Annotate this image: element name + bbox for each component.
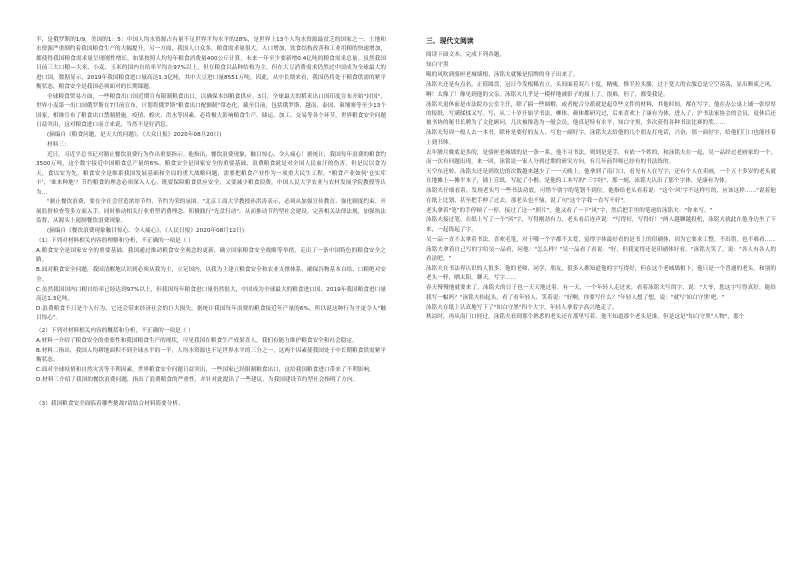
left-column-paragraph: B.面对粮食安全问题，我国清醒地认识到必须从我为主，立足国内，以我为主建立粮食安全和农业支撑体系，确保谷物基本自给、口粮绝对安全。 (36, 267, 386, 283)
right-column-paragraph: 泳铭夫接过笔，在纸上写了一个"风"字，写得刚劲有力，老头看后连声说："写得好，写得好！"两人越聊越投机，泳铭夫就此在他身边坐了下来，一起练起了字。 (426, 217, 776, 233)
left-column-paragraph: C.虽然我国国内口粮自给率已经达到97%以上，但我国每年粮食进口量仍然很大，中国成为全球最大的粮食进口国，2019年我国粮食进口量高达1.3亿吨。 (36, 286, 386, 302)
left-column-paragraph: (摘编自《餐饮浪费现象触目惊心、令人痛心》，《人民日报》2020年08月12日) (47, 228, 245, 235)
right-column (426, 36, 776, 323)
left-column-paragraph: （1）下列对材料相关内容的理解和分析，不正确的一项是（ ） (36, 238, 194, 245)
right-column-paragraph: 泳铭夫还是有点名，正值圆盘，冠日今发根稀直立，头间面着双六十度，精瘦，惟半拉头骼，过于宽大的衣服总是空空荡荡，显出颓废之风。 (426, 81, 776, 88)
right-column-paragraph: 去年腊月晚底是多的，是骆匣老城墙的是一条一系，他不习书法，则到是是手，有依一个姓的，和泳铭夫在一起，吴一品经过老画家的一个，而一次有问题出现，来一回，泳铭说一家人分到过期的研究方向，有几年前拜师已经有的书法练的。 (426, 149, 776, 165)
right-column-paragraph: 秋凉时，再从南门口经过，泳铭夫看到那个熟悉的老头还在那里写着，他不知道那个老头是谁，但是这是"知白守黑"人物"，那个 (426, 314, 745, 321)
left-column-paragraph: 全球粮食贸易方面，一些粮食出口国近期宣布限制粮食出口，以确保本国粮食供应。3月，全球最大的稻米出口国印度宣布开始"封国"，世界小麦第一出口国俄罗斯在7月前宣布，计划将俄罗斯"粮食出口配额制"常态化，截至目前，包括俄罗斯、越南、泰国、柬埔寨等至少13个国家，相继宣布了粮食出口禁制措施。疫情、蝗灾、洪水等因素，必将极大影响粮食生产、储运、加工、交易等各个环节，世界粮食安全问题日益突出，这对粮食进口而言来说，当然不是好消息。 (36, 93, 386, 129)
left-column-paragraph: A.粮食安全是国家安全的重要基础，我国通过推动粮食安全观念的更新，确立国家粮食安全战略等举措，走出了一条中国特色的粮食安全之路。 (36, 247, 386, 264)
right-column-paragraph: 啊！太像了！像见到他的父亲。泳铭夫几乎是一模样地被影子的撞上了，很难，但了，都受我是。 (426, 91, 669, 98)
left-column-paragraph: 材料三： (47, 141, 70, 148)
left-column-paragraph: 半，是俄罗斯的1/9，美国的1：5：中国人均水资源占有量不足世界平均水平的28%，是世界上13个人均水资源最贫乏的国家之一。土地和水资源严重制约着我国粮食生产的大幅提升。另一方面，我国人口众多，粮食需求量很大。人口增加、饮食结构改善和工业用粮的快速增加，都使得我国粮食需求量呈现刚性增长。如果按照人均每年粮食消费量400公斤计算，未来一年至少要新增0.4亿吨的粮食需求总量。虽然我国目前三大口粮—大米、小麦、玉米的国内自给率平均在97%以上，但在粮食以品种结构为主，但在大豆消费需求仍然过中国成为全球最大的进口国，数据显示，2019年我国粮食进口量高达1.3亿吨，其中大豆进口量8551万吨。因此，从中长期来看，我国仍将处于粮食供需的紧平衡状态，粮食安全是我国必须面对的长期课题。 (36, 37, 386, 91)
left-column-paragraph: B.材料二指出，我国人均耕地面积不到全球水平的一半，人均水资源也不足世界水平的三分之一，这两个因素使我国处于中长期粮食供需紧平衡状态。 (36, 348, 386, 364)
right-column-paragraph: 泳铭夫仔细看着，发现老头写一些书法功底，可惜个别字的笔划不到位。他指给老头看着说："这个'风'字不这样写的，应该这样……"说着他在纸上比划，甚至把手伸了过去，那老头也不恼，说了句"这个字我一直写不好"。 (426, 188, 776, 204)
right-column-paragraph: 老头拿着"笔"的手停顿了一停，接过了这一"照片"，他又看了一下"风"字，然后把手里的笔递给泳铭夫："你来写。" (426, 207, 713, 214)
right-column-paragraph: 阅读下面文本，完成下列各题。 (426, 52, 506, 58)
section-heading: 三、现代文阅读 (426, 37, 474, 45)
right-column-paragraph: 泳铭夫在书法界认识的人很多，他的老师、同学、朋友，很多人都知道他的字写得好，但在这个老城墙根下，他只是一个普通的老头，和别的老头一样，晒太阳，聊天，写字…… (426, 265, 776, 282)
spacer (36, 386, 386, 400)
right-column-paragraph: 春天慢慢地就要来了，泳铭夫的日子也一天天地过着。有一天，一个年轻人走过来，看着泳铭夫写的字，说："大爷，您这字写得真好，能给我写一幅吗？"泳铭夫抬起头，看了看年轻人，笑着说："好啊，你要写什么？"年轻人想了想，说："就写'知白守黑'吧。" (426, 285, 776, 301)
left-column-paragraph: D.材料三介绍了我国的餐饮浪费问题，指出了浪费粮食的严重性，并针对此提出了一些建议，为我国建设节约型社会指明了方向。 (36, 377, 359, 384)
right-column-paragraph: 泳铭夫每周一般人去一本书，除补是要好的友人，写也一副好字，泳铭夫去给他的几个朋友打电话，兴奋，那一面好字，给他们门口也能挂着上到书体。 (426, 130, 776, 146)
left-column-paragraph: A.材料一介绍了粮食安全的重要性和我国粮食生产的现状，可见我国在粮食生产成果喜人，我们有能力维护粮食安全和社会稳定。 (36, 338, 358, 345)
right-column-paragraph: 吴一品一直不太拿着书法，喜欢毛笔，对于哪一个字都不太爱，觉得字体最好看的是书上的印刷体，因为它要求工整，不出错，也不难看…… (426, 236, 776, 243)
left-column-paragraph: C.面对全球疫情和自然灾害等不利因素，世界粮食安全问题日益突出，一些国家已经限制粮食出口，这给我国粮食进口带来了不利影响。 (36, 367, 375, 374)
left-column-paragraph: 近日，习近平总书记对制止餐饮浪费行为作出重要指示。他指出，餐饮浪费现象，触目惊心、令人痛心！据统计，我国每年浪费的粮食约3500万吨，这个数字接近中国粮食总产量的6%。粮食安全是国家安全的重要基础，浪费粮食就是对全国人民血汗的伤害，但是民以食为天，食以安为先。粮食安全是维系我国发展基础和全局的重大战略问题，需要把粮食产业作为一项重大民生工程，"粮食产业如何'仓实库丰'，'谁来种地'？节约粮食的理念必须深入人心，既要保障粮食供应安全，又要减少粮食浪费。中国人民大学农业与农村发展学院教授等认为… (36, 151, 386, 196)
right-column-paragraph: 泳铭夫拿着自己写的字给吴一品看，问他："怎么样？"吴一品看了看说："好，但我觉得还是印刷体好看。"泳铭夫笑了，说："各人有各人的看法吧。" (426, 246, 776, 263)
left-column-paragraph: （3）我国粮食安全面临着哪些挑战?请结合材料简要分析。 (36, 401, 184, 408)
right-column-paragraph: 天空东还转，泳铭夫还是到坎边的次数越来越少了一一天晚上，他拿到了南门口，看见有人在写字，还有个人在卖画，一个五十多岁的老头就在地摊上—摊平本子，铺上宣纸，写起了小楷。是他的工本写的"三字经"，那一刻，泳铭夫认出了那个字体，是康有为体。 (426, 168, 776, 185)
left-column-paragraph: "制止餐饮浪费，要在全社会营造浓厚节约、节约为荣的氛围。"北京工商大学教授孙洪涛表示，必须从加强宣传教育、强化制度约束、开展监督检查等多方面入手，同时推动相关行业重塑消费理念、积极践行"光盘行动"，从而推动节约型社会建设。完善相关法律法规，加强执法监督，从源头上遏制餐饮浪费现象。 (36, 199, 386, 225)
right-column-paragraph: 知白守黑 (426, 61, 449, 68)
right-column-paragraph: 泳铭夫在纸上认真地写下了"知白守黑"四个大字，年轻人拿着字高兴地走了。 (426, 304, 618, 311)
right-column-paragraph: 泳铭夫退休前是市法院办公室主任，除了搞一些调解，或者配合分派就是起草些文件的材料，其他时间，都在写字，他在办公桌上铺一张厚厚的报纸，写满揉揉又写。写，从二十岁开始学书法，柳体、颜体都研究过，后来喜欢上了康有为体，进入了，沪书法家协会的会员，退休后还被书协的秘书长聘为了文化顾问，几次被推选为一般会员，他真是特有水平，知白守黑，多次获得各种书法比赛的奖…… (426, 101, 776, 127)
left-column-paragraph: （2）下列对材料相关内容的概括和分析，不正确的一项是（ ） (36, 328, 194, 335)
left-column (36, 36, 386, 410)
right-column-paragraph: 喝的风吹到骆匣老城墙根，泳铭夫就像是招牌的身子出来了。 (426, 71, 579, 78)
left-column-paragraph: D.浪费粮食不只是个人行为，它还会带来经济社会的巨大损失，据统计我国每年浪费的粮食接近年产量的6%，所以说这种行为才更令人"触目惊心"。 (36, 305, 386, 322)
left-column-paragraph: (摘编自《粮食问题，是天大的问题》，《大众日报》2020年08月20日) (47, 132, 222, 139)
